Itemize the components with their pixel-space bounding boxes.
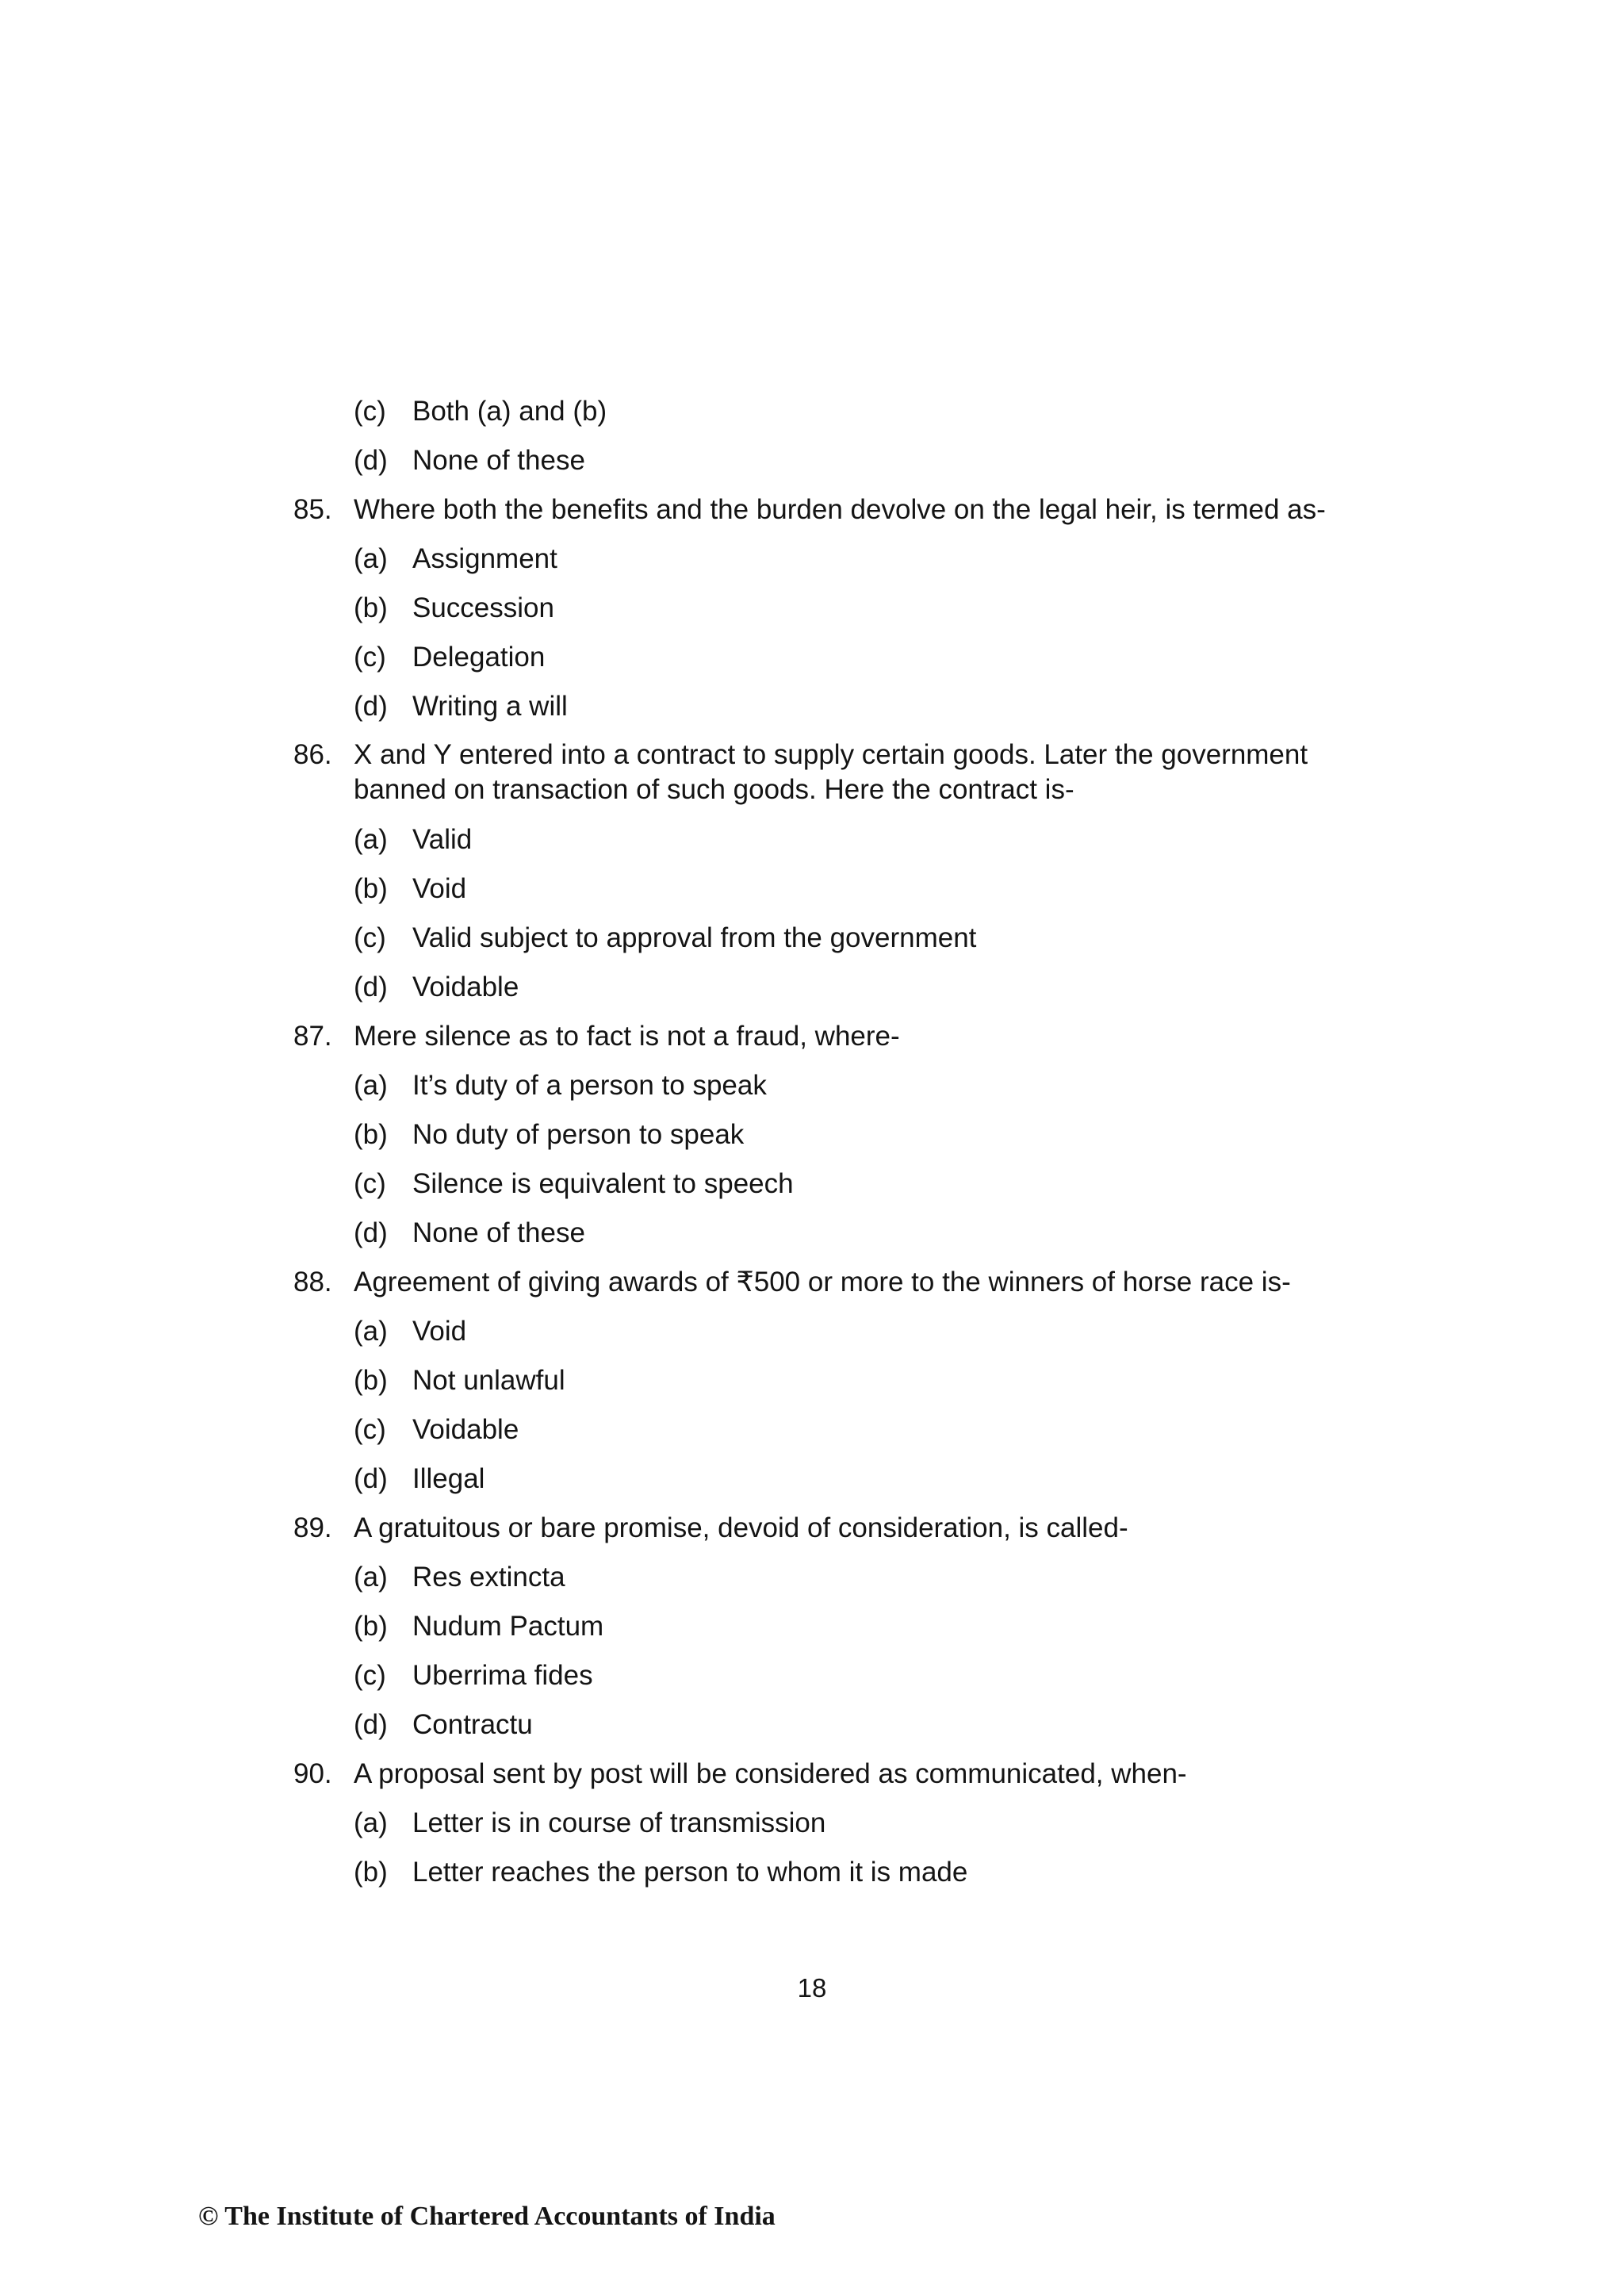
option-label: (b) <box>354 1857 388 1888</box>
option-text: Not unlawful <box>412 1365 565 1396</box>
question-row <box>293 731 1404 815</box>
option-row <box>293 963 1404 1012</box>
option-text: Valid <box>412 824 473 855</box>
option-row <box>293 1356 1404 1405</box>
option-row <box>293 1602 1404 1651</box>
question-row <box>293 1258 1404 1307</box>
question-text: Where both the benefits and the burden devolve on the legal heir, is termed as- <box>354 494 1326 525</box>
question-number: 87. <box>293 1021 332 1052</box>
page-number: 18 <box>797 1973 827 2003</box>
question-number: 90. <box>293 1758 332 1789</box>
question-text: Agreement of giving awards of ₹500 or more to the winners of horse race is- <box>354 1267 1291 1297</box>
option-text: Voidable <box>412 972 519 1002</box>
option-label: (c) <box>354 396 386 427</box>
option-label: (c) <box>354 1168 386 1199</box>
option-text: None of these <box>412 1217 585 1248</box>
option-row <box>293 682 1404 731</box>
option-label: (d) <box>354 972 388 1002</box>
option-label: (a) <box>354 1316 388 1347</box>
question-number: 89. <box>293 1512 332 1543</box>
option-row <box>293 1110 1404 1159</box>
option-label: (c) <box>354 642 386 673</box>
option-label: (a) <box>354 1562 388 1593</box>
option-text: Uberrima fides <box>412 1660 593 1691</box>
option-label: (b) <box>354 592 388 623</box>
option-row <box>293 815 1404 864</box>
option-text: Writing a will <box>412 691 568 722</box>
option-row <box>293 1553 1404 1602</box>
option-row <box>293 1307 1404 1356</box>
option-text: None of these <box>412 445 585 476</box>
option-text: Voidable <box>412 1414 519 1445</box>
option-row <box>293 1061 1404 1110</box>
option-row <box>293 1651 1404 1700</box>
option-row <box>293 914 1404 963</box>
option-row <box>293 1799 1404 1848</box>
option-text: Letter reaches the person to whom it is made <box>412 1857 968 1888</box>
question-text: X and Y entered into a contract to supply certain goods. Later the government banned on transaction of such goods. Here the contract is- <box>354 739 1308 805</box>
option-text: Valid subject to approval from the government <box>412 922 977 953</box>
option-row <box>293 1848 1404 1897</box>
option-label: (b) <box>354 873 388 904</box>
option-row <box>293 584 1404 633</box>
option-label: (a) <box>354 543 388 574</box>
option-text: Contractu <box>412 1709 533 1740</box>
option-text: Void <box>412 1316 467 1347</box>
option-label: (c) <box>354 1660 386 1691</box>
question-number: 85. <box>293 494 332 525</box>
option-text: Letter is in course of transmission <box>412 1807 826 1838</box>
option-text: Nudum Pactum <box>412 1611 604 1642</box>
option-label: (b) <box>354 1365 388 1396</box>
question-text: Mere silence as to fact is not a fraud, where- <box>354 1021 900 1052</box>
question-row <box>293 1750 1404 1799</box>
copyright-footer: © The Institute of Chartered Accountants of India <box>198 2202 776 2231</box>
option-label: (d) <box>354 1217 388 1248</box>
question-number: 88. <box>293 1267 332 1297</box>
option-text: Illegal <box>412 1463 485 1494</box>
option-row <box>293 387 1404 436</box>
question-text: A proposal sent by post will be considered as communicated, when- <box>354 1758 1187 1789</box>
option-label: (a) <box>354 1070 388 1101</box>
option-text: No duty of person to speak <box>412 1119 745 1150</box>
option-row <box>293 1159 1404 1209</box>
option-text: Res extincta <box>412 1562 565 1593</box>
option-label: (a) <box>354 1807 388 1838</box>
option-row <box>293 633 1404 682</box>
option-text: Succession <box>412 592 554 623</box>
question-number: 86. <box>293 739 332 770</box>
option-label: (d) <box>354 1709 388 1740</box>
option-text: Void <box>412 873 467 904</box>
option-label: (c) <box>354 922 386 953</box>
question-row <box>293 1504 1404 1553</box>
option-label: (b) <box>354 1119 388 1150</box>
option-text: Delegation <box>412 642 546 673</box>
option-text: It’s duty of a person to speak <box>412 1070 767 1101</box>
option-label: (a) <box>354 824 388 855</box>
option-label: (d) <box>354 445 388 476</box>
question-row <box>293 485 1404 535</box>
option-row <box>293 1700 1404 1750</box>
option-row <box>293 1209 1404 1258</box>
option-row <box>293 864 1404 914</box>
option-label: (d) <box>354 691 388 722</box>
option-row <box>293 436 1404 485</box>
option-text: Both (a) and (b) <box>412 396 607 427</box>
option-label: (d) <box>354 1463 388 1494</box>
option-text: Silence is equivalent to speech <box>412 1168 794 1199</box>
question-text: A gratuitous or bare promise, devoid of consideration, is called- <box>354 1512 1128 1543</box>
question-list <box>293 387 1404 1897</box>
option-label: (b) <box>354 1611 388 1642</box>
option-text: Assignment <box>412 543 557 574</box>
option-label: (c) <box>354 1414 386 1445</box>
option-row <box>293 1455 1404 1504</box>
option-row <box>293 535 1404 584</box>
question-row <box>293 1012 1404 1061</box>
option-row <box>293 1405 1404 1455</box>
